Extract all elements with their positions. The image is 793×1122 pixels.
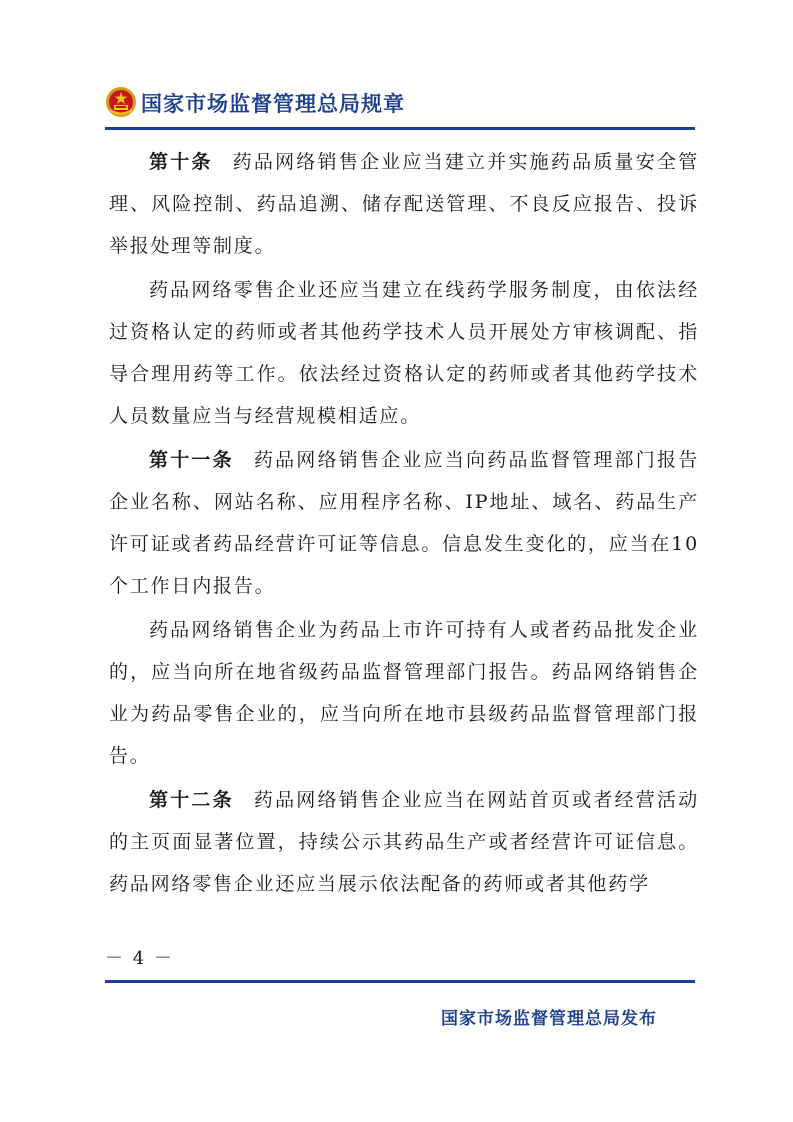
paragraph-text: 药品网络销售企业应当向药品监督管理部门报告企业名称、网站名称、应用程序名称、IP地址、域名、药品生产许可证或者药品经营许可证等信息。信息发生变化的，应当在10个工作日内报告。 [109,449,699,597]
article-11-paragraph [109,439,699,607]
article-10-paragraph [109,141,699,267]
paragraph-text: 药品网络销售企业应当建立并实施药品质量安全管理、风险控制、药品追溯、储存配送管理、不良反应报告、投诉举报处理等制度。 [109,151,699,257]
page-header [105,86,695,126]
page-number: － 4 － [105,948,174,969]
footer-divider [105,980,695,983]
header-divider [105,127,695,130]
national-emblem-icon [105,86,137,118]
paragraph-text: 药品网络零售企业还应当建立在线药学服务制度，由依法经过资格认定的药师或者其他药学技术人员开展处方审核调配、指导合理用药等工作。依法经过资格认定的药师或者其他药学技术人员数量应当与经营规模相适应。 [109,279,699,427]
paragraph-text: 药品网络销售企业应当在网站首页或者经营活动的主页面显著位置，持续公示其药品生产或者经营许可证信息。药品网络零售企业还应当展示依法配备的药师或者其他药学 [109,789,699,895]
document-body [109,141,699,905]
footer-title: 国家市场监督管理总局发布 [441,1009,657,1029]
article-heading: 第十条 [149,151,213,173]
header-title: 国家市场监督管理总局规章 [141,92,405,116]
article-12-paragraph [109,779,699,905]
article-10-paragraph-2 [109,269,699,437]
article-11-paragraph-2 [109,609,699,777]
paragraph-text: 药品网络销售企业为药品上市许可持有人或者药品批发企业的，应当向所在地省级药品监督管理部门报告。药品网络销售企业为药品零售企业的，应当向所在地市县级药品监督管理部门报告。 [109,619,699,767]
article-heading: 第十二条 [149,789,234,811]
article-heading: 第十一条 [149,449,234,471]
